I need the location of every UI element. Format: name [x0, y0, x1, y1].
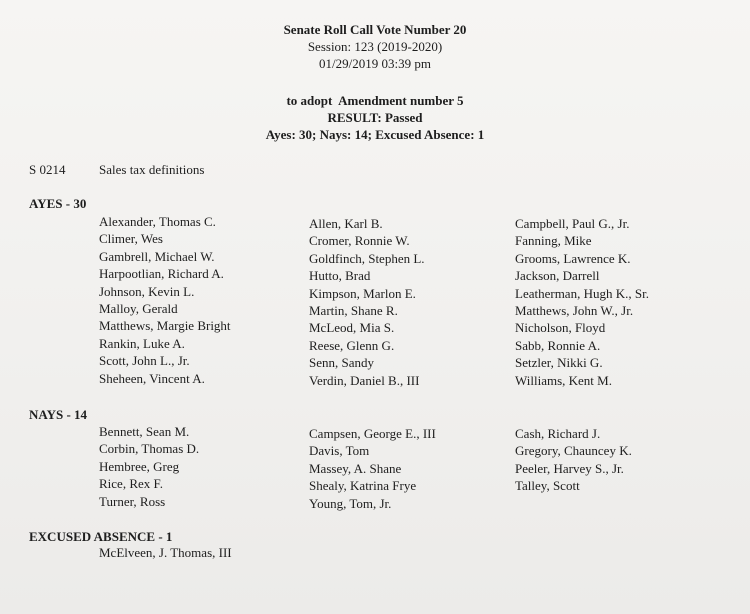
list-item: Malloy, Gerald — [99, 300, 178, 316]
ayes-column-3 — [515, 215, 649, 389]
list-item: Nicholson, Floyd — [515, 320, 606, 336]
list-item: McElveen, J. Thomas, III — [99, 545, 232, 560]
list-item: Talley, Scott — [515, 478, 580, 494]
vote-datetime: 01/29/2019 03:39 pm — [319, 56, 431, 71]
list-item: Reese, Glenn G. — [309, 337, 395, 353]
list-item: Hembree, Greg — [99, 458, 180, 474]
list-item: Fanning, Mike — [515, 233, 592, 249]
list-item: Sheheen, Vincent A. — [99, 370, 205, 386]
list-item: Leatherman, Hugh K., Sr. — [515, 285, 649, 301]
list-item: Climer, Wes — [99, 231, 163, 247]
list-item: Sabb, Ronnie A. — [515, 337, 601, 353]
nays-column-2 — [309, 425, 436, 512]
excused-column-1 — [99, 544, 232, 561]
list-item: Harpootlian, Richard A. — [99, 266, 224, 282]
nays-heading: NAYS - 14 — [29, 407, 88, 422]
list-item: Cromer, Ronnie W. — [309, 233, 410, 249]
document-title: Senate Roll Call Vote Number 20 — [283, 22, 467, 37]
list-item: Allen, Karl B. — [309, 216, 383, 231]
list-item: Peeler, Harvey S., Jr. — [515, 460, 624, 476]
list-item: Bennett, Sean M. — [99, 424, 190, 439]
list-item: Kimpson, Marlon E. — [309, 285, 416, 301]
list-item: Cash, Richard J. — [515, 426, 601, 441]
list-item: Young, Tom, Jr. — [309, 495, 392, 511]
list-item: Davis, Tom — [309, 443, 370, 459]
list-item: Turner, Ross — [99, 493, 166, 509]
list-item: Setzler, Nikki G. — [515, 355, 603, 371]
result-line: RESULT: Passed — [327, 110, 423, 125]
list-item: McLeod, Mia S. — [309, 320, 395, 336]
list-item: Gregory, Chauncey K. — [515, 443, 632, 459]
list-item: Williams, Kent M. — [515, 372, 612, 388]
list-item: Campbell, Paul G., Jr. — [515, 216, 630, 231]
list-item: Gambrell, Michael W. — [99, 248, 215, 264]
list-item: Corbin, Thomas D. — [99, 441, 200, 457]
list-item: Rankin, Luke A. — [99, 335, 185, 351]
list-item: Alexander, Thomas C. — [99, 214, 216, 229]
list-item: Senn, Sandy — [309, 355, 374, 371]
nays-column-1 — [99, 423, 199, 510]
list-item: Campsen, George E., III — [309, 426, 436, 441]
ayes-column-2 — [309, 215, 425, 389]
list-item: Martin, Shane R. — [309, 302, 398, 318]
list-item: Massey, A. Shane — [309, 460, 402, 476]
list-item: Hutto, Brad — [309, 268, 371, 284]
list-item: Jackson, Darrell — [515, 268, 600, 284]
bill-description: Sales tax definitions — [99, 162, 205, 177]
ayes-column-1 — [99, 213, 231, 387]
nays-column-3 — [515, 425, 632, 495]
list-item: Goldfinch, Stephen L. — [309, 250, 425, 266]
list-item: Grooms, Lawrence K. — [515, 250, 631, 266]
motion-line: to adopt Amendment number 5 — [286, 93, 464, 108]
list-item: Verdin, Daniel B., III — [309, 372, 420, 388]
list-item: Matthews, John W., Jr. — [515, 302, 634, 318]
list-item: Matthews, Margie Bright — [99, 318, 231, 334]
session-line: Session: 123 (2019-2020) — [307, 39, 443, 54]
list-item: Shealy, Katrina Frye — [309, 478, 417, 494]
ayes-heading: AYES - 30 — [29, 196, 87, 211]
list-item: Scott, John L., Jr. — [99, 353, 190, 369]
bill-number: S 0214 — [29, 162, 66, 177]
list-item: Johnson, Kevin L. — [99, 283, 195, 299]
tally-line: Ayes: 30; Nays: 14; Excused Absence: 1 — [265, 127, 485, 142]
excused-heading: EXCUSED ABSENCE - 1 — [29, 529, 173, 544]
list-item: Rice, Rex F. — [99, 476, 163, 492]
